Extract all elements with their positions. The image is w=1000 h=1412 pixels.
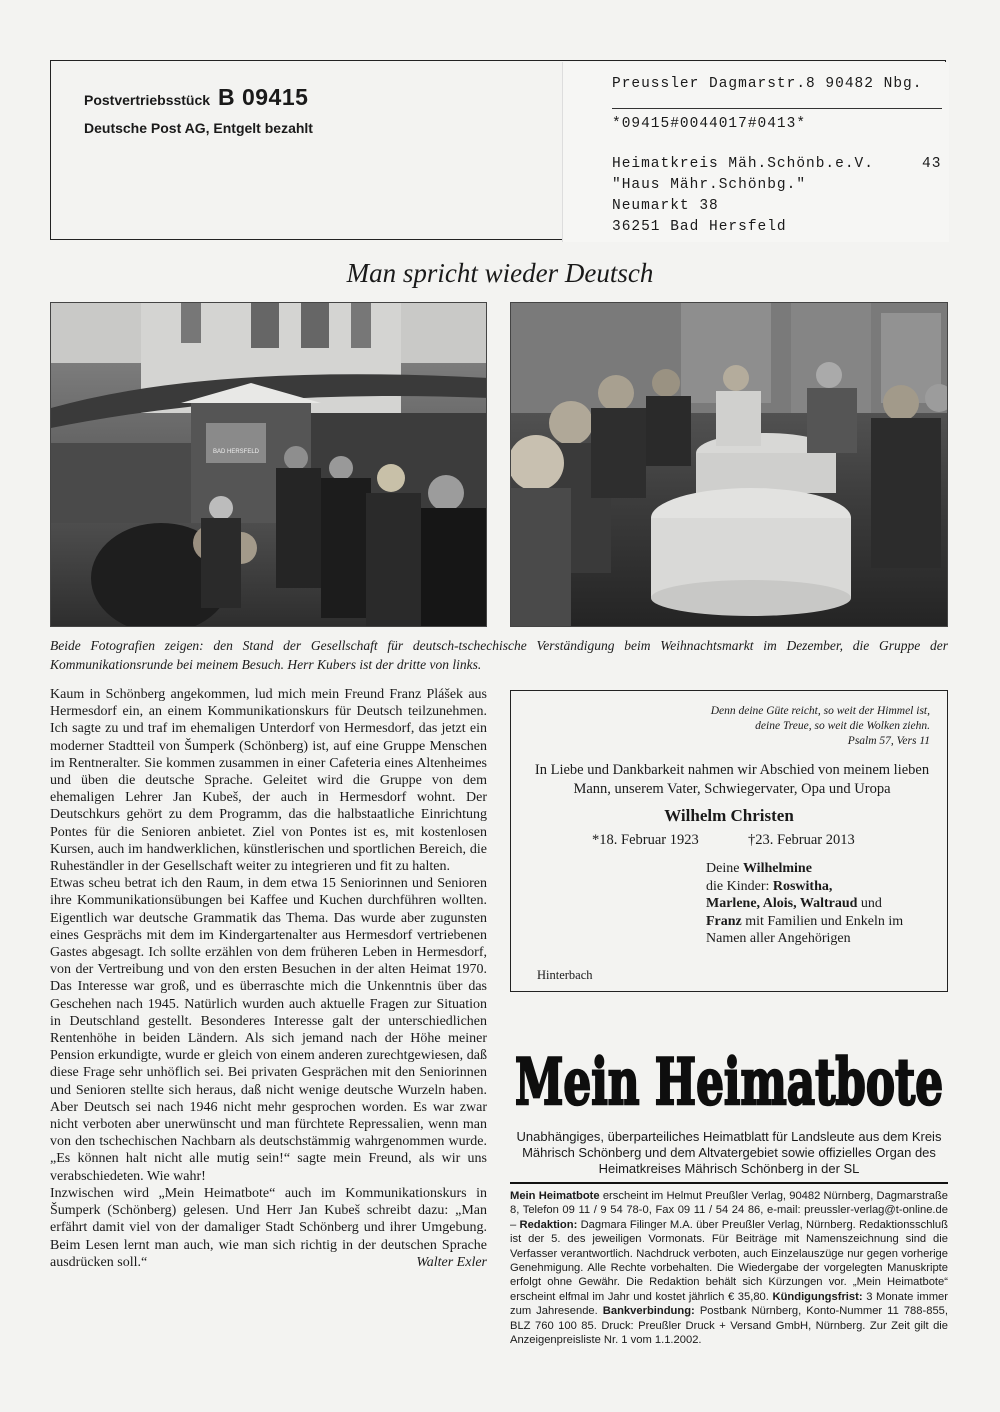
obituary-intro: In Liebe und Dankbarkeit nahmen wir Abschied von meinem lieben Mann, unserem Vater, Schwiegervater, Opa und Uropa <box>534 762 930 797</box>
masthead-slogan: Unabhängiges, überparteiliches Heimatblatt für Landsleute aus dem Kreis Mährisch Schönberg und dem Altvatergebiet sowie offizielles Organ des Heimatkreises Mährisch Schönberg in der SL <box>516 1129 942 1176</box>
mourners-list <box>706 860 938 948</box>
article-body <box>50 686 487 1271</box>
psalm-reference: Psalm 57, Vers 11 <box>847 735 930 747</box>
address-divider <box>612 108 942 109</box>
photo-caption: Beide Fotografien zeigen: den Stand der Gesellschaft für deutsch-tschechische Verständigung beim Weihnachtsmarkt im Dezember, die Gruppe der Kommunikationsrunde bei meinem Besuch. Herr Kubers ist der dritte von links. <box>50 638 948 672</box>
impressum-divider <box>510 1182 948 1184</box>
postal-line2: Deutsche Post AG, Entgelt bezahlt <box>84 120 313 136</box>
impressum-text: erscheint im Helmut Preußler Verlag, 90482 Nürnberg, Dagmarstraße 8, Telefon 09 11 / 9 54 78-0, Fax 09 11 / 54 24 86, e-mail: preussler-verlag@t-online.de – <box>510 1190 948 1231</box>
recipient-line: 36251 Bad Hersfeld <box>612 219 787 235</box>
recipient-line: Heimatkreis Mäh.Schönb.e.V. <box>612 156 874 172</box>
deceased-name: Wilhelm Christen <box>664 806 794 825</box>
article-paragraph-text: Inzwischen wird „Mein Heimatbote“ auch im Kommunikationskurs in Šumperk (Schönberg) gelesen. Und Herr Jan Kubeš schreibt dazu: „Man erfährt damit viel von der damaliger Stadt Schönberg und ihrer Umgebung. Beim Lesen lernt man auch, wie man sich richtig in der deutschen Sprache ausdrücken soll.“ <box>50 1185 487 1270</box>
article-headline: Man spricht wieder Deutsch <box>346 258 654 288</box>
birth-date: *18. Februar 1923 <box>592 832 699 848</box>
death-date: †23. Februar 2013 <box>748 832 855 848</box>
postal-label <box>84 84 308 111</box>
christmas-market-scene <box>51 303 487 627</box>
recipient-line: "Haus Mähr.Schönbg." <box>612 177 807 193</box>
impressum-text: Dagmara Filinger M.A. über Preußler Verlag, Nürnberg. Redaktionsschluß ist der 5. des jeweiligen Vormonats. Für Beiträge mit Namenszeichnung sind die Verfasser verantwortlich. Nachdruck verboten, auch Einzelauszüge nur gegen vorherige Genehmigung. Alle Rechte vorbehalten. Die Wiedergabe der vorgelegten Manuskripte erfolgt ohne Gewähr. Die Redaktion behält sich Kürzungen vor. „Mein Heimatbote“ erscheint elfmal im Jahr und kostet jährlich € 35,80. <box>510 1218 948 1303</box>
impressum-text: 3 Monate immer zum Jahresende. <box>510 1290 949 1318</box>
mourners-text: Deine <box>706 861 740 876</box>
mourner-name: Roswitha, <box>772 878 833 894</box>
mourner-name: Wilhelmine <box>742 861 812 876</box>
masthead-title: Mein Heimatbote <box>515 1045 943 1120</box>
impressum-label: Bankverbindung: <box>602 1305 695 1318</box>
article-paragraph: Kaum in Schönberg angekommen, lud mich mein Freund Franz Plášek aus Hermesdorf ein, an einem Kommunikationskurs für Deutsch teilzunehmen. Ich sagte zu und traf im ehemaligen Unterdorf von Hermesdorf, das jetzt ein moderner Stadtteil von Šumperk (Schönberg) ist, auf eine Gruppe Menschen im Rentneralter. Sie kommen zusammen in einer Cafeteria eines Altenheimes und üben die deutsche Sprache. Geleitet wird die Gruppe von dem ehemaligen Lehrer Jan Kubeš, der auch in Hermesdorf wohnt. Der Deutschkurs gehört zu dem Programm, das die halbstaatliche Einrichtung Pontes für die Senioren anbietet. Ziel von Pontes ist es, mit kostenlosen Kursen, auch im handwerklichen, künstlerischen und sportlichen Bereich, die Ruheständler in der Gesellschaft weiter zu integrieren und fit zu halten. <box>50 687 487 875</box>
recipient-line: Neumarkt 38 <box>612 198 719 214</box>
photo-christmas-market <box>50 302 487 627</box>
postal-number: B 09415 <box>217 84 309 110</box>
market-stall-sign: BAD HERSFELD <box>213 449 260 455</box>
postal-label-text: Postvertriebsstück <box>84 92 211 108</box>
group-meeting-scene <box>511 303 948 627</box>
article-paragraph: Etwas scheu betrat ich den Raum, in dem etwa 15 Seniorinnen und Senioren ihre Kommunikationsübungen bei Kaffee und Kuchen durchführen wollten. Eigentlich war deutsche Grammatik das Thema. Das wurde aber zugunsten eines Gesprächs mit dem im Kindergartenalter aus Hermesdorf vertriebenen Gastes abgesagt. Ich sollte erzählen von dem früheren Leben in Hermesdorf, von der Vertreibung und von den ersten Besuchen in der alten Heimat 1970. Das Interesse war groß, und es überraschte mich die Unkenntnis über das Geschehen nach 1945. Natürlich wurden auch aktuelle Fragen zur Situation in Deutschland gestellt. Besonderes Interesse galt der unterschiedlichen Rentenhöhe in beiden Ländern. Als sich jemand nach der Höhe meiner Pension erkundigte, wurde er gleich von einem anderen zurechtgewiesen, daß diese Frage sehr unhöflich sei. Bei privaten Gesprächen mit den Seniorinnen und Senioren stellte sich heraus, daß nicht wenige deutsche Wurzeln haben. Aber Deutsch sei nach 1946 nicht mehr gesprochen worden. Es war zwar nicht verboten aber unerwünscht und man fürchtete Repressalien, wenn man von den tschechischen Nachbarn als deutschstämmig wahrgenommen wurde. „Es können halt nicht alle mutig sein!“ sagte mein Freund, als wir uns verabschiedeten. Wie wahr! <box>50 876 487 1184</box>
sender-line: Preussler Dagmarstr.8 90482 Nbg. <box>612 76 923 92</box>
recipient-number: 43 <box>922 156 942 172</box>
mourner-name: Franz <box>706 913 742 929</box>
article-author: Walter Exler <box>416 1254 487 1270</box>
impressum-title: Mein Heimatbote <box>510 1190 600 1202</box>
impressum-label: Redaktion: <box>519 1218 578 1231</box>
obituary-place: Hinterbach <box>537 968 593 982</box>
mourners-text: mit Familien und Enkeln im Namen aller Angehörigen <box>706 913 904 946</box>
mourners-text: und <box>860 896 882 911</box>
impressum <box>510 1189 948 1347</box>
impressum-text: Postbank Nürnberg, Konto-Nummer 11 788-855, BLZ 760 100 85. Druck: Preußler Druck + Versand GmbH, Nürnberg. Zur Zeit gilt die Anzeigenpreisliste Nr. 1 vom 1.1.2002. <box>510 1305 949 1347</box>
article-paragraph <box>50 1185 487 1271</box>
psalm-line: deine Treue, so weit die Wolken ziehn. <box>755 720 930 732</box>
masthead-logo <box>510 1020 948 1132</box>
mourner-name: Marlene, Alois, Waltraud <box>706 896 858 911</box>
impressum-label: Kündigungsfrist: <box>772 1290 863 1303</box>
photo-communication-group <box>510 302 948 627</box>
code-line: *09415#0044017#0413* <box>612 116 807 132</box>
mourners-text: die Kinder: <box>706 878 770 894</box>
blackletter-title <box>510 1020 948 1132</box>
psalm-line: Denn deine Güte reicht, so weit der Himmel ist, <box>710 705 930 717</box>
psalm-quote <box>560 704 930 749</box>
